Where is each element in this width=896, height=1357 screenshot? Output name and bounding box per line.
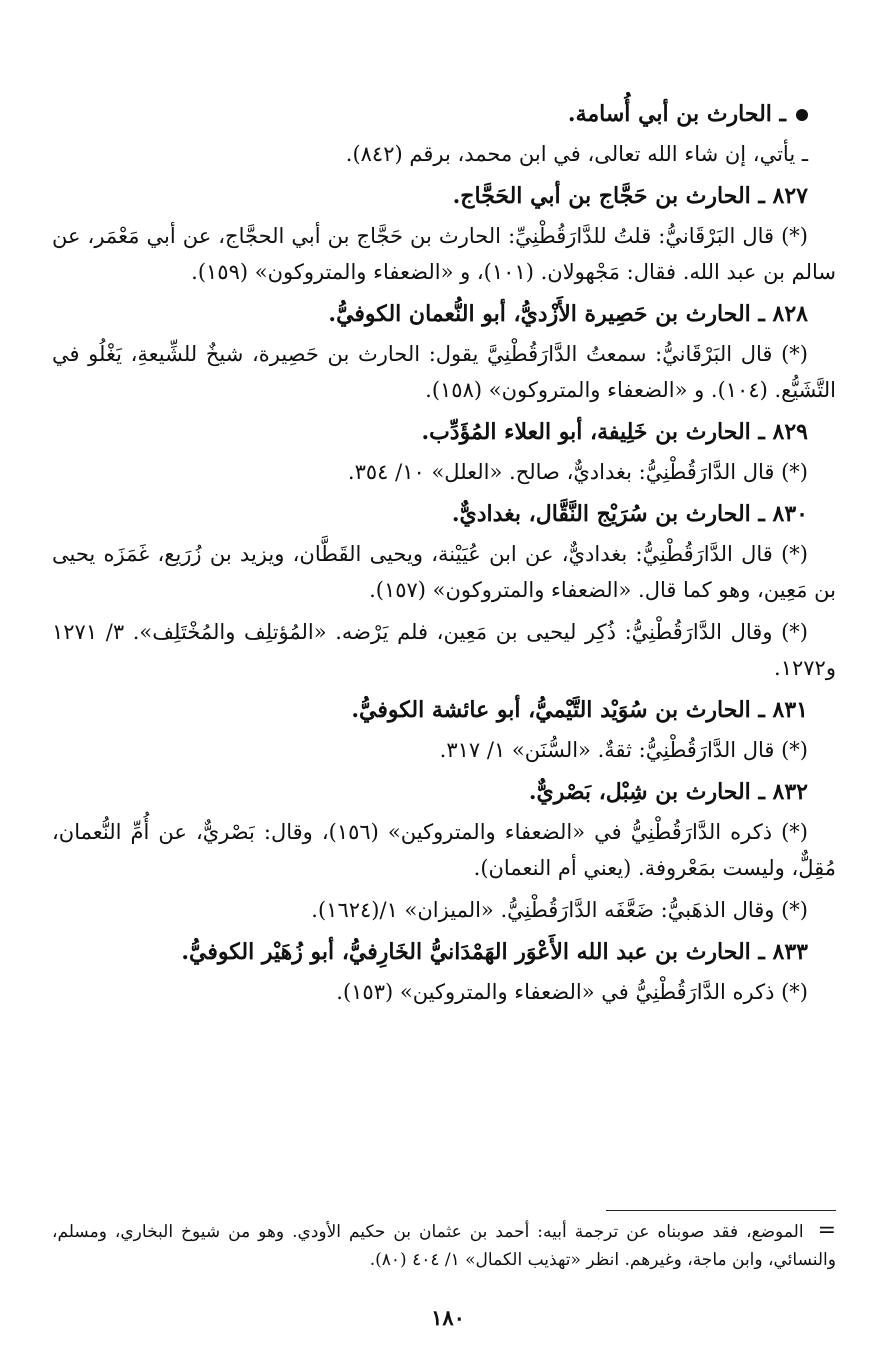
footnote-text: الموضع، فقد صوبناه عن ترجمة أبيه: أحمد بن عثمان بن حكيم الأودي. وهو من شيوخ البخاري، ومسلم، والنسائي، وابن ماجة، وغيرهم. انظر «تهذيب الكمال» ١/ ٤٠٤ (٨٠). [52,1222,836,1270]
entry-heading: ٨٢٧ ـ الحارث بن حَجَّاج بن أبي الحَجَّاج. [452,183,808,209]
entry-paragraph: (*) قال البَرْقَانيُّ: سمعتُ الدَّارَقُطْنِيَّ يقول: الحارث بن حَصِيرة، شيخٌ للشِّيعةِ، يَغْلُو في التَّشَيُّع. (١٠٤). و «الضعفاء والمتروكون» (١٥٨). [52,342,836,402]
entry-paragraph: (*) ذكره الدَّارَقُطْنِيُّ في «الضعفاء والمتروكين» (١٥٦)، وقال: بَصْريٌّ، عن أُمِّ النُّعمان، مُقِلٌّ، وليست بمَعْروفة. (يعني أم النعمان). [52,820,836,880]
entry-heading: ٨٢٩ ـ الحارث بن خَلِيفة، أبو العلاء المُؤَدِّب. [421,419,808,445]
entry-paragraph: (*) ذكره الدَّارَقُطْنِيُّ في «الضعفاء والمتروكين» (١٥٣). [336,980,808,1004]
page-number: ١٨٠ [431,1305,465,1330]
footnote [52,1217,836,1274]
entry-heading: ٨٣٠ ـ الحارث بن سُرَيْج النَّقَّال، بغداديٌّ. [451,501,808,527]
footnote-divider [606,1210,836,1211]
entry-paragraph: (*) وقال الذهَبيُّ: ضَعَّفَه الدَّارَقُطْنِيُّ. «الميزان» ١/(١٦٢٤). [311,898,808,922]
entry-831 [52,692,836,768]
bullet-icon [796,109,808,121]
main-text [52,90,836,1016]
entry-832 [52,774,836,928]
entry-830 [52,496,836,686]
entry-paragraph: (*) قال البَرْقَانيُّ: قلتُ للدَّارَقُطْنِيِّ: الحارث بن حَجَّاج بن أبي الحجَّاج، عن أبي مَعْمَر، عن سالم بن عبد الله. فقال: مَجْهولان. (١٠١)، و «الضعفاء والمتروكون» (١٥٩). [52,224,836,284]
entry-heading: ٨٣٣ ـ الحارث بن عبد الله الأَعْوَر الهَمْدَانيُّ الخَارِفيُّ، أبو زُهَيْر الكوفيُّ. [181,939,808,965]
entry-828 [52,296,836,408]
entry-paragraph: (*) وقال الدَّارَقُطْنِيُّ: ذُكِر ليحيى بن مَعِين، فلم يَرْضه. «المُؤتلِف والمُخْتَلِف». ٣/ ١٢٧١ و١٢٧٢. [52,620,836,680]
footnote-continuation-marker: = [817,1218,836,1243]
entry-paragraph: ـ يأتي، إن شاء الله تعالى، في ابن محمد، برقم (٨٤٢). [345,142,808,166]
entry-paragraph: (*) قال الدَّارَقُطْنِيُّ: بغداديٌّ، عن ابن عُيَيْنة، ويحيى القَطَّان، ويزيد بن زُرَيع، غَمَزَه يحيى بن مَعِين، وهو كما قال. «الضعفاء والمتروكون» (١٥٧). [52,542,836,602]
entry-paragraph: (*) قال الدَّارَقُطْنِيُّ: بغداديٌّ، صالح. «العلل» ١٠/ ٣٥٤. [347,460,808,484]
entry-827 [52,178,836,290]
entry-heading [52,96,836,132]
entry-paragraph: (*) قال الدَّارَقُطْنِيُّ: ثقةٌ. «السُّنَن» ١/ ٣١٧. [439,738,808,762]
entry-al-harith-ibn-abi-usama [52,96,836,172]
entry-heading: ٨٣١ ـ الحارث بن سُوَيْد التَّيْميُّ، أبو عائشة الكوفيُّ. [351,697,808,723]
entry-829 [52,414,836,490]
entry-833 [52,934,836,1010]
entry-heading-text: ـ الحارث بن أبي أُسامة. [567,101,786,127]
entry-heading: ٨٣٢ ـ الحارث بن شِبْل، بَصْريٌّ. [528,779,808,805]
entry-heading: ٨٢٨ ـ الحارث بن حَصِيرة الأَزْديُّ، أبو النُّعمان الكوفيُّ. [328,301,808,327]
